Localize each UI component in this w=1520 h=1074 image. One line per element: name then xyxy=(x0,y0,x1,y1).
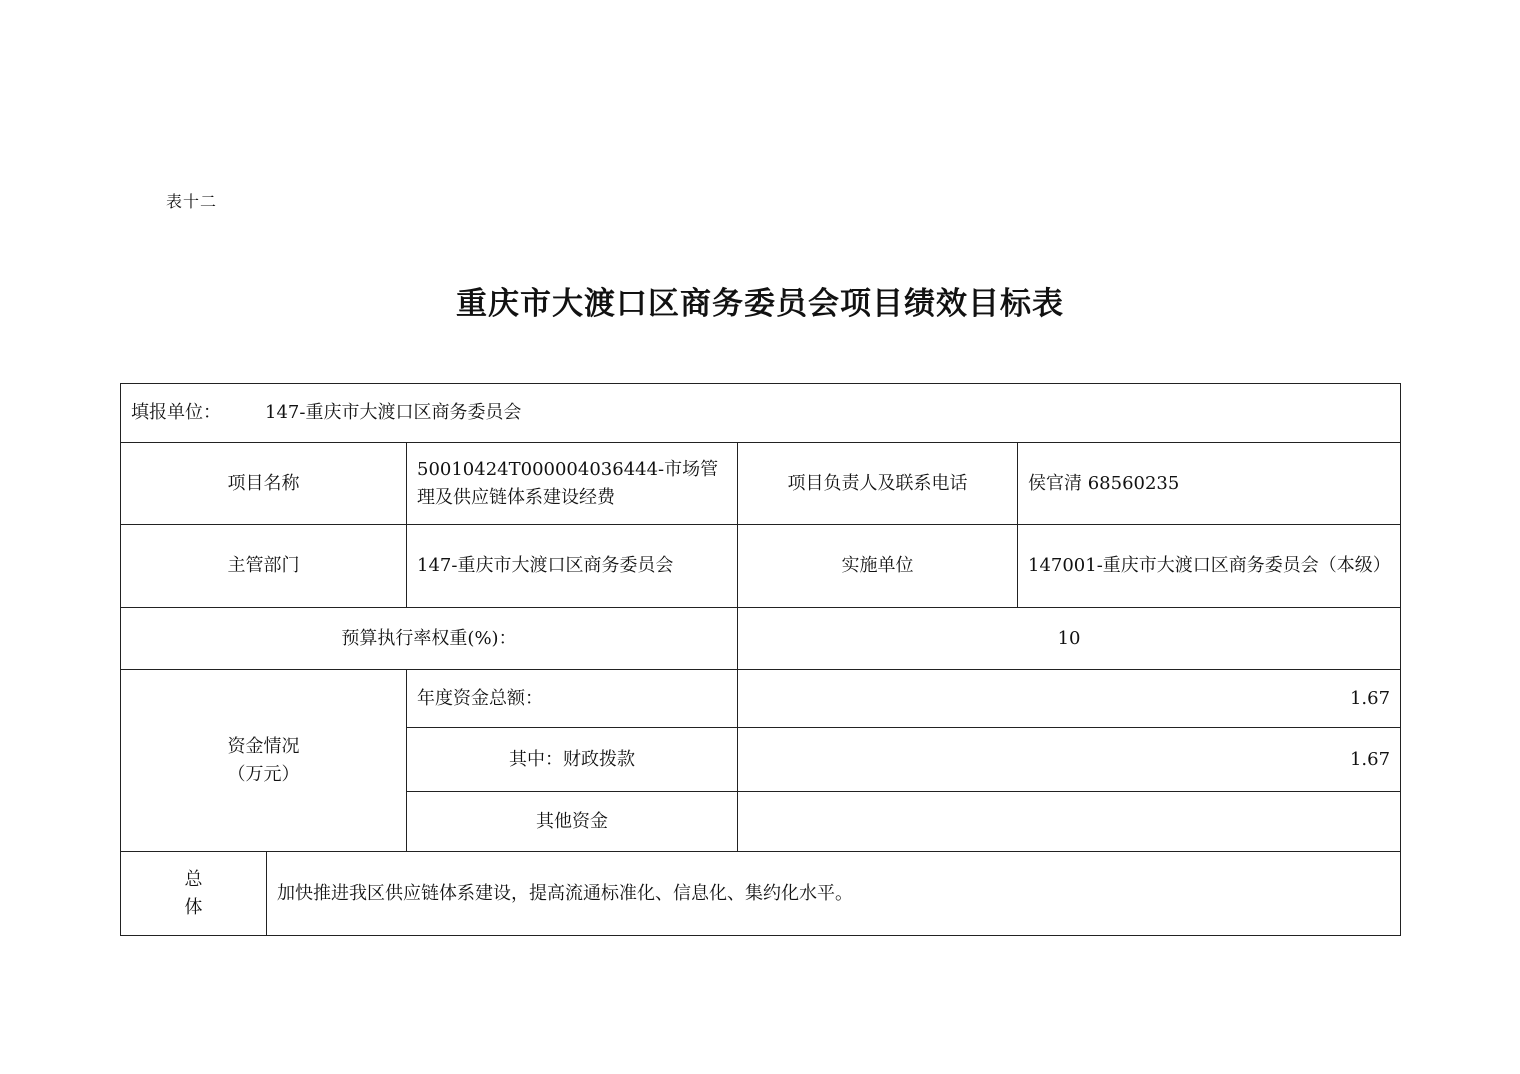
fiscal-allocation-label: 其中：财政拨款 xyxy=(407,728,738,792)
budget-rate-label: 预算执行率权重(%)： xyxy=(121,608,738,670)
funds-label xyxy=(121,670,407,852)
annual-total-row xyxy=(121,670,1401,728)
overall-goal-text: 加快推进我区供应链体系建设，提高流通标准化、信息化、集约化水平。 xyxy=(267,852,1401,936)
annual-total-label: 年度资金总额： xyxy=(407,670,738,728)
department-value: 147-重庆市大渡口区商务委员会 xyxy=(407,525,738,608)
implementing-unit-label: 实施单位 xyxy=(738,525,1018,608)
other-funds-value xyxy=(738,792,1401,852)
budget-rate-value: 10 xyxy=(738,608,1401,670)
table-number: 表十二 xyxy=(166,192,218,211)
overall-goal-label xyxy=(121,852,267,936)
filing-unit-cell xyxy=(121,384,1401,443)
annual-total-value: 1.67 xyxy=(738,670,1401,728)
filing-unit-label: 填报单位： xyxy=(131,402,221,423)
department-label: 主管部门 xyxy=(121,525,407,608)
overall-goal-label-line2: 体 xyxy=(184,896,203,918)
project-name-label: 项目名称 xyxy=(121,443,407,525)
other-funds-label: 其他资金 xyxy=(407,792,738,852)
filing-unit-value: 147-重庆市大渡口区商务委员会 xyxy=(265,402,522,423)
budget-rate-row xyxy=(121,608,1401,670)
filing-unit-row xyxy=(121,384,1401,443)
project-name-value: 50010424T000004036444-市场管理及供应链体系建设经费 xyxy=(407,443,738,525)
project-row xyxy=(121,443,1401,525)
funds-label-line2: （万元） xyxy=(227,763,300,785)
overall-goal-label-line1: 总 xyxy=(184,868,203,890)
page-title: 重庆市大渡口区商务委员会项目绩效目标表 xyxy=(456,286,1064,322)
implementing-unit-value: 147001-重庆市大渡口区商务委员会（本级） xyxy=(1018,525,1401,608)
overall-goal-row xyxy=(121,852,1401,936)
performance-target-table xyxy=(120,383,1401,936)
project-contact-label: 项目负责人及联系电话 xyxy=(738,443,1018,525)
project-contact-value: 侯官清 68560235 xyxy=(1018,443,1401,525)
fiscal-allocation-value: 1.67 xyxy=(738,728,1401,792)
department-row xyxy=(121,525,1401,608)
funds-label-line1: 资金情况 xyxy=(227,735,300,757)
